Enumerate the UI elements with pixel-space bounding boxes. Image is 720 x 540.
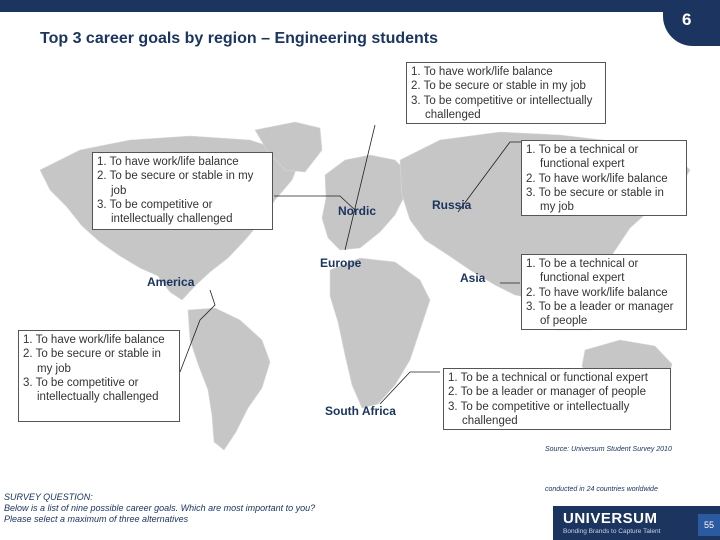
goal-3: 3. To be competitive or intellectually challenged — [411, 94, 593, 121]
source-note-countries: conducted in 24 countries worldwide — [545, 486, 658, 493]
region-label-russia: Russia — [432, 198, 472, 212]
region-label-nordic: Nordic — [338, 204, 377, 218]
region-label-america: America — [147, 275, 195, 289]
survey-question-text: Below is a list of nine possible career goals. Which are most important to you? — [4, 503, 316, 513]
goal-2: 2. To be secure or stable in my job — [97, 170, 254, 197]
goal-2: 2. To have work/life balance — [526, 172, 668, 185]
goal-3: 3. To be competitive or intellectually challenged — [97, 198, 233, 226]
goal-2: 2. To be secure or stable in my job — [23, 348, 161, 375]
callout-south-africa — [443, 368, 671, 430]
region-label-asia: Asia — [460, 271, 486, 285]
africa-landmass — [330, 258, 430, 408]
goal-3: 3. To be secure or stable in my job — [526, 186, 664, 214]
survey-question-heading: SURVEY QUESTION: — [4, 492, 93, 502]
goal-1: 1. To be a technical or functional expert — [526, 144, 639, 171]
callout-asia — [521, 254, 687, 330]
source-note: Source: Universum Student Survey 2010 — [545, 446, 672, 453]
goal-1: 1. To have work/life balance — [411, 66, 553, 78]
region-label-europe: Europe — [320, 256, 362, 270]
region-label-south-africa: South Africa — [325, 404, 396, 418]
logo-tagline: Bonding Brands to Capture Talent — [563, 528, 661, 535]
goal-1: 1. To have work/life balance — [97, 156, 239, 168]
goal-2: 2. To be a leader or manager of people — [448, 386, 646, 399]
callout-russia — [521, 140, 687, 216]
goal-2: 2. To be secure or stable in my job — [411, 80, 586, 93]
callout-america — [18, 330, 180, 422]
callout-europe — [406, 62, 606, 124]
page-title: Top 3 career goals by region – Engineering students — [40, 30, 439, 47]
universum-logo: UNIVERSUM — [563, 510, 658, 527]
survey-question-instruction: Please select a maximum of three alternatives — [4, 514, 189, 524]
goal-2: 2. To have work/life balance — [526, 286, 668, 299]
europe-landmass — [322, 155, 410, 250]
goal-3: 3. To be a leader or manager of people — [526, 300, 674, 328]
goal-3: 3. To be competitive or intellectually challenged — [23, 376, 159, 404]
goal-3: 3. To be competitive or intellectually challenged — [448, 400, 630, 427]
goal-1: 1. To have work/life balance — [23, 334, 165, 346]
south-america-landmass — [188, 308, 270, 450]
goal-1: 1. To be a technical or functional expert — [448, 372, 648, 384]
callout-nordic — [92, 152, 273, 230]
survey-question — [4, 492, 315, 525]
goal-1: 1. To be a technical or functional expert — [526, 258, 639, 285]
slide-number: 6 — [682, 10, 692, 29]
page-number-badge: 55 — [698, 514, 720, 536]
